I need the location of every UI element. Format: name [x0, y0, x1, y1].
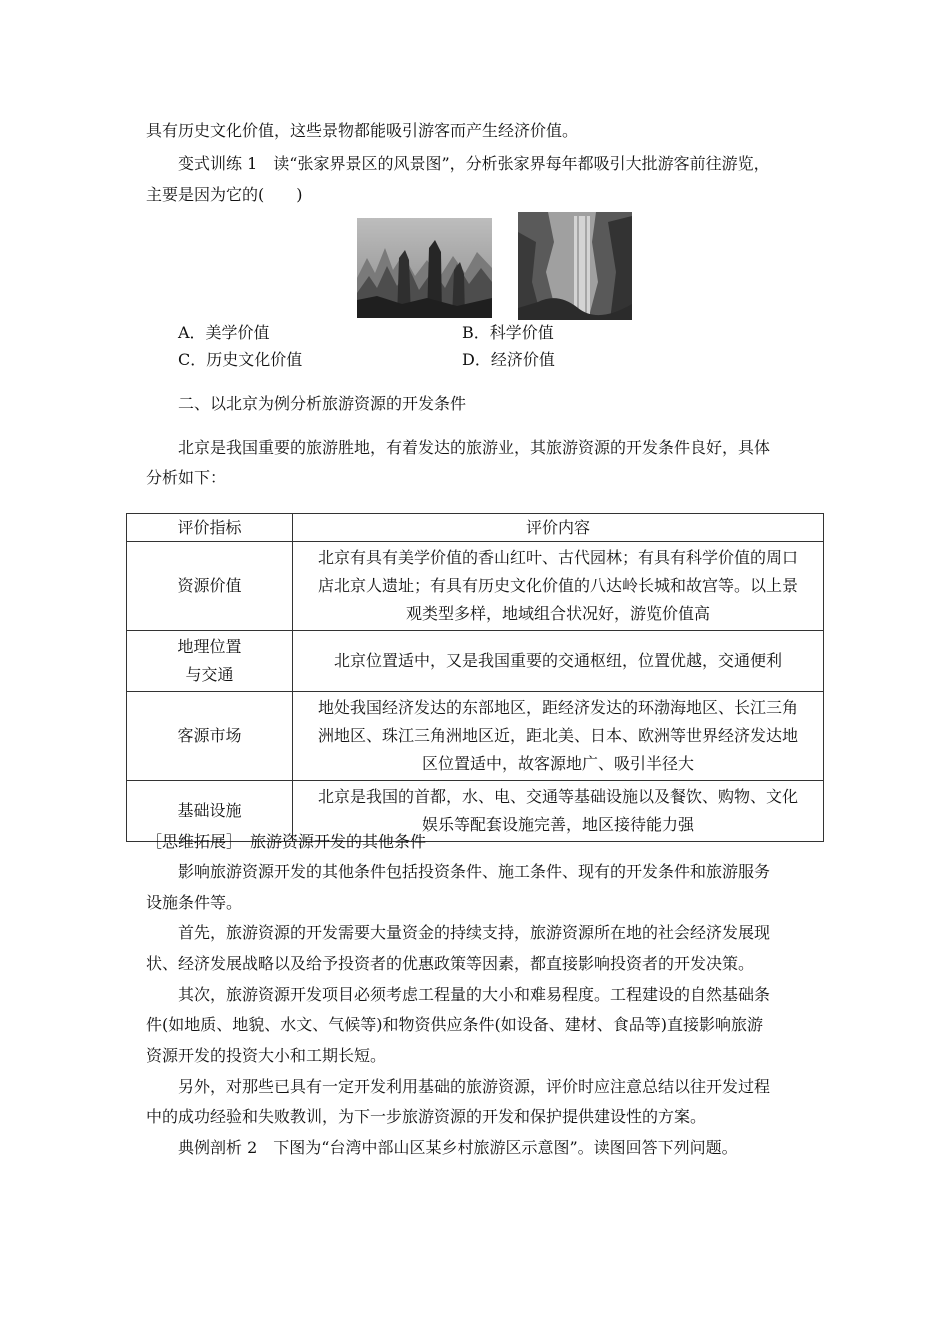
row-label: 基础设施 [127, 781, 293, 842]
row-label: 客源市场 [127, 692, 293, 781]
option-c: C．历史文化价值 [178, 350, 303, 369]
example-question: 典例剖析 2 下图为“台湾中部山区某乡村旅游区示意图”。读图回答下列问题。 [178, 1138, 738, 1157]
paragraph-line: 设施条件等。 [146, 893, 243, 912]
row-content: 北京位置适中，又是我国重要的交通枢纽，位置优越，交通便利 [293, 631, 824, 692]
option-a: A．美学价值 [178, 323, 270, 342]
header-cell-content: 评价内容 [293, 514, 824, 542]
option-d: D．经济价值 [462, 350, 555, 369]
bailong-elevator-photo [518, 212, 632, 320]
paragraph-line: 影响旅游资源开发的其他条件包括投资条件、施工条件、现有的开发条件和旅游服务 [178, 862, 771, 881]
intro-paragraph: 北京是我国重要的旅游胜地，有着发达的旅游业，其旅游资源的开发条件良好，具体 [178, 438, 771, 457]
intro-paragraph-cont: 分析如下： [146, 468, 227, 487]
table-row [127, 542, 824, 631]
exercise-question: 变式训练 1 读“张家界景区的风景图”，分析张家界每年都吸引大批游客前往游览， [178, 154, 770, 173]
paragraph-line: 资源开发的投资大小和工期长短。 [146, 1046, 387, 1065]
zhangjiajie-peaks-photo [357, 218, 492, 318]
paragraph-line: 具有历史文化价值，这些景物都能吸引游客而产生经济价值。 [146, 121, 579, 140]
paragraph-line: 中的成功经验和失败教训，为下一步旅游资源的开发和保护提供建设性的方案。 [146, 1107, 707, 1126]
extension-title: ［思维拓展］ 旅游资源开发的其他条件 [146, 832, 427, 851]
exercise-question-cont: 主要是因为它的( ) [146, 185, 303, 204]
paragraph-line: 首先，旅游资源的开发需要大量资金的持续支持，旅游资源所在地的社会经济发展现 [178, 923, 771, 942]
table-row [127, 631, 824, 692]
paragraph-line: 状、经济发展战略以及给予投资者的优惠政策等因素，都直接影响投资者的开发决策。 [146, 954, 755, 973]
row-content: 地处我国经济发达的东部地区，距经济发达的环渤海地区、长江三角 洲地区、珠江三角洲地区近，距北美、日本、欧洲等世界经济发达地 区位置适中，故客源地广、吸引半径大 [293, 692, 824, 781]
evaluation-table [126, 513, 824, 842]
header-cell-indicator: 评价指标 [127, 514, 293, 542]
paragraph-line: 其次，旅游资源开发项目必须考虑工程量的大小和难易程度。工程建设的自然基础条 [178, 985, 771, 1004]
option-b: B．科学价值 [462, 323, 554, 342]
row-content: 北京是我国的首都，水、电、交通等基础设施以及餐饮、购物、文化 娱乐等配套设施完善，地区接待能力强 [293, 781, 824, 842]
row-label: 资源价值 [127, 542, 293, 631]
section-heading: 二、以北京为例分析旅游资源的开发条件 [178, 394, 467, 413]
paragraph-line: 件(如地质、地貌、水文、气候等)和物资供应条件(如设备、建材、食品等)直接影响旅游 [146, 1015, 763, 1034]
row-label: 地理位置 与交通 [127, 631, 293, 692]
table-row [127, 692, 824, 781]
row-content: 北京有具有美学价值的香山红叶、古代园林；有具有科学价值的周口 店北京人遗址；有具有历史文化价值的八达岭长城和故宫等。以上景 观类型多样，地域组合状况好，游览价值高 [293, 542, 824, 631]
paragraph-line: 另外，对那些已具有一定开发利用基础的旅游资源，评价时应注意总结以往开发过程 [178, 1077, 771, 1096]
table-header-row [127, 514, 824, 542]
